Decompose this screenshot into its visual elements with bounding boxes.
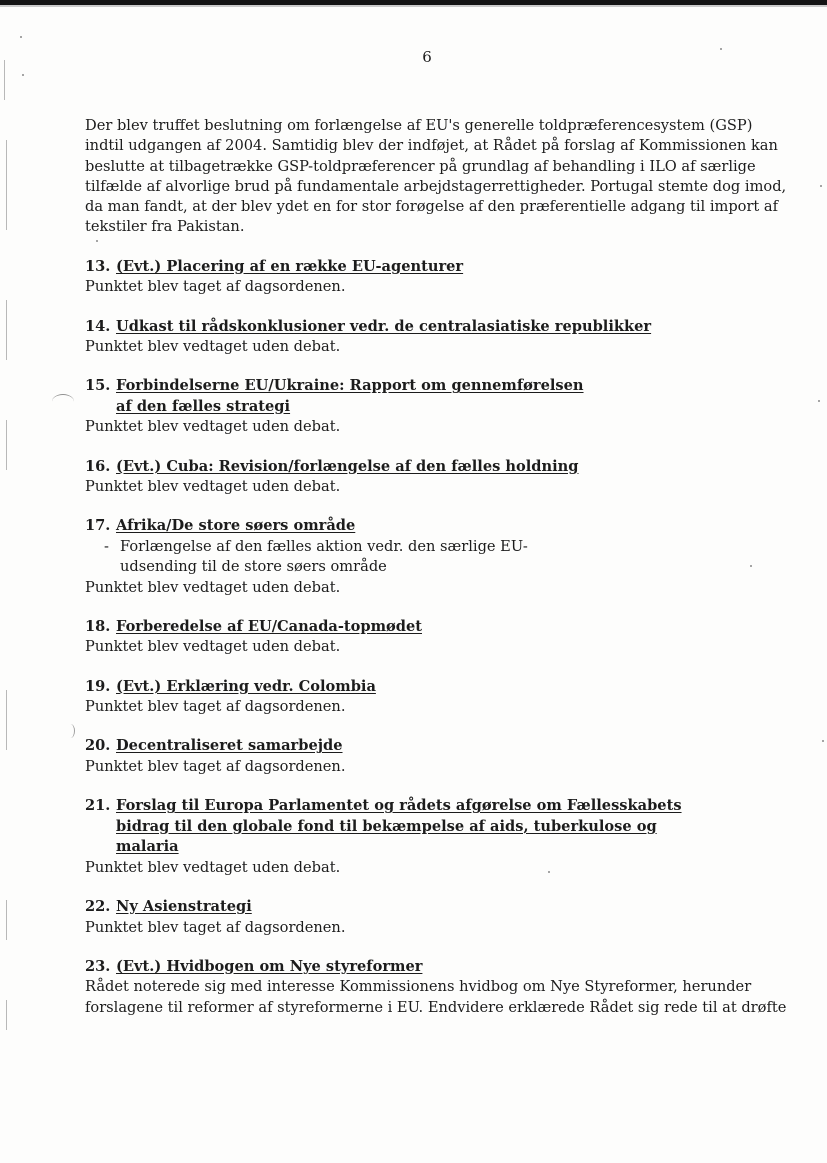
scan-margin-line <box>6 900 7 940</box>
page-number: 6 <box>422 48 432 66</box>
item-number: 16. <box>85 457 111 475</box>
item-number: 22. <box>85 898 111 916</box>
sub-point-text: Forlængelse af den fælles aktion vedr. den særlige EU-udsending til de store søers område <box>120 537 528 576</box>
item-number: 19. <box>85 677 111 695</box>
item-body: Punktet blev taget af dagsordenen. <box>85 918 346 936</box>
item-title: (Evt.) Placering af en række EU-agenturer <box>116 257 464 275</box>
item-body: Punktet blev vedtaget uden debat. <box>85 418 341 436</box>
scan-margin-line <box>6 1000 7 1030</box>
document-body <box>85 116 790 1018</box>
item-number: 21. <box>85 797 111 815</box>
scan-margin-line <box>6 690 7 750</box>
scan-margin-line <box>6 300 7 360</box>
sub-point <box>85 537 790 578</box>
item-body: Punktet blev vedtaget uden debat. <box>85 478 341 496</box>
item-number: 13. <box>85 257 111 275</box>
agenda-item-23 <box>85 957 790 1018</box>
scan-speck <box>818 400 820 402</box>
agenda-item-18 <box>85 617 790 658</box>
item-title: Forslag til Europa Parlamentet og rådets afgørelse om Fællesskabets bidrag til den globale fond til bekæmpelse af aids, tuberkulose og malaria <box>116 797 682 856</box>
scan-margin-line <box>6 420 7 470</box>
agenda-item-21 <box>85 796 790 878</box>
item-title: Ny Asienstrategi <box>116 898 252 916</box>
item-body: Punktet blev taget af dagsordenen. <box>85 278 346 296</box>
agenda-item-17 <box>85 516 790 597</box>
scan-artifact-paren <box>66 724 75 738</box>
item-number: 15. <box>85 377 111 395</box>
item-title: Forbindelserne EU/Ukraine: Rapport om gennemførelsen af den fælles strategi <box>116 377 584 415</box>
item-body: Punktet blev vedtaget uden debat. <box>85 638 341 656</box>
agenda-item-16 <box>85 457 790 498</box>
item-number: 14. <box>85 317 111 335</box>
item-title: Udkast til rådskonklusioner vedr. de centralasiatiske republikker <box>116 317 652 335</box>
scan-margin-line <box>4 60 5 100</box>
item-body: Punktet blev taget af dagsordenen. <box>85 757 346 775</box>
scan-speck <box>820 185 822 187</box>
agenda-item-14 <box>85 317 790 358</box>
item-title: Decentraliseret samarbejde <box>116 737 343 755</box>
item-title: (Evt.) Erklæring vedr. Colombia <box>116 677 376 695</box>
item-title: (Evt.) Hvidbogen om Nye styreformer <box>116 957 423 975</box>
item-title: (Evt.) Cuba: Revision/forlængelse af den fælles holdning <box>116 457 579 475</box>
item-body: Punktet blev vedtaget uden debat. <box>85 858 341 876</box>
agenda-item-19 <box>85 677 790 718</box>
item-body: Rådet noterede sig med interesse Kommissionens hvidbog om Nye Styreformer, herunder forslagene til reformer af styreformerne i EU. Endvidere erklærede Rådet sig rede til at drøfte <box>85 978 787 1016</box>
scan-artifact-arc <box>52 394 74 409</box>
scan-top-shadow <box>0 5 827 7</box>
item-title: Afrika/De store søers område <box>116 517 356 535</box>
item-body: Punktet blev taget af dagsordenen. <box>85 698 346 716</box>
item-body: Punktet blev vedtaget uden debat. <box>85 578 341 596</box>
item-number: 20. <box>85 737 111 755</box>
item-title: Forberedelse af EU/Canada-topmødet <box>116 617 422 635</box>
agenda-item-20 <box>85 736 790 777</box>
intro-paragraph: Der blev truffet beslutning om forlængelse af EU's generelle toldpræferencesystem (GSP) indtil udgangen af 2004. Samtidig blev der indføjet, at Rådet på forslag af Kommissionen kan beslutte at tilbagetrække GSP-toldpræferencer på grundlag af behandling i ILO af særlige tilfælde af alvorlige brud på fundamentale arbejdstagerrettigheder. Portugal stemte dog imod, da man fandt, at der blev ydet en for stor forøgelse af den præferentielle adgang til import af tekstiler fra Pakistan. <box>85 117 787 236</box>
scan-speck <box>20 36 22 38</box>
item-body: Punktet blev vedtaget uden debat. <box>85 338 341 356</box>
agenda-item-22 <box>85 897 790 938</box>
agenda-item-13 <box>85 257 790 298</box>
dash-bullet: - <box>104 537 109 555</box>
scan-margin-line <box>6 140 7 230</box>
agenda-item-15 <box>85 376 790 437</box>
scan-speck <box>822 740 824 742</box>
item-number: 17. <box>85 517 111 535</box>
item-number: 23. <box>85 957 111 975</box>
item-number: 18. <box>85 617 111 635</box>
scan-speck <box>22 74 24 76</box>
